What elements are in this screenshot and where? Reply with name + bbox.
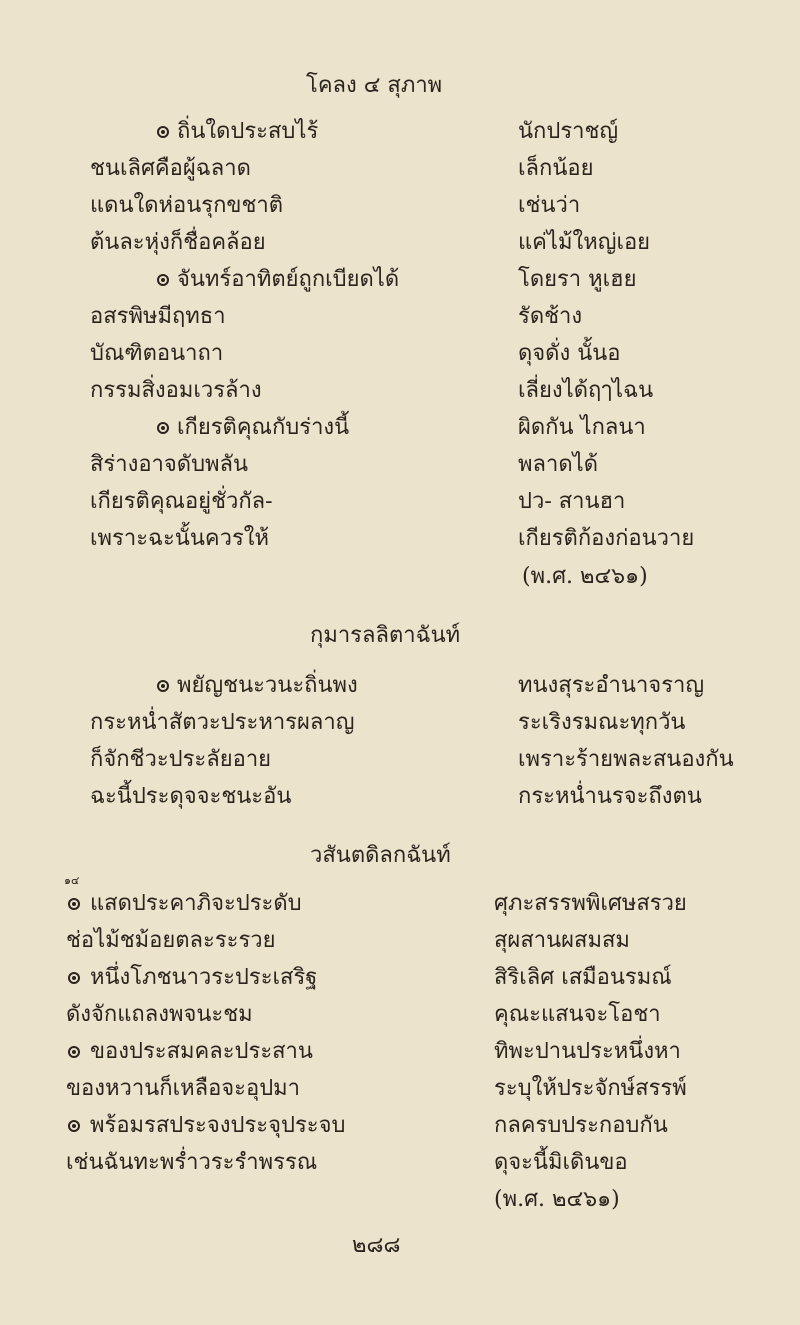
verse-left-line: เกียรติคุณอยู่ชั่วกัล- [90, 489, 273, 514]
verse-right-line: ผิดกัน ไกลนา [518, 415, 646, 440]
verse-right-line: ดุจะนี้มิเดินขอ [494, 1150, 628, 1175]
verse-right-line: เลี่ยงได้ฤๅไฉน [518, 378, 654, 403]
verse-left-line: ดังจักแถลงพจนะชม [66, 1002, 253, 1027]
margin-number: ๑๔ [64, 874, 80, 887]
verse-right-line: กลครบประกอบกัน [494, 1113, 668, 1138]
verse-left-line: บัณฑิตอนาถา [90, 341, 224, 366]
stanza-bullet-icon [68, 898, 80, 910]
verse-left-line: อสรพิษมีฤทธา [90, 304, 226, 329]
verse-left-line: ต้นละหุ่งก็ชื่อคล้อย [90, 230, 266, 255]
verse-left-line: เช่นฉันทะพร่ำวระรำพรรณ [66, 1150, 318, 1175]
verse-right-line: เกียรติก้องก่อนวาย [518, 526, 695, 551]
verse-left-line: ชนเลิศคือผู้ฉลาด [90, 156, 251, 181]
section-title-kumaralalita: กุมารลลิตาฉันท์ [310, 623, 461, 648]
verse-right-line: ทนงสุระอำนาจราญ [518, 673, 705, 698]
stanza-bullet-icon [68, 1120, 80, 1132]
verse-right-line: ระเริงรมณะทุกวัน [518, 710, 686, 735]
verse-right-line: ดุจดั่ง นั้นอ [518, 341, 621, 366]
verse-left-line: พยัญชนะวนะถิ่นพง [177, 673, 358, 698]
verse-right-line: แค่ไม้ใหญ่เอย [518, 230, 651, 255]
verse-left-line: พร้อมรสประจงประจุประจบ [90, 1113, 346, 1138]
verse-right-line: รัดช้าง [518, 304, 583, 329]
verse-right-line: กระหน่ำนรจะถึงตน [518, 784, 702, 809]
verse-left-line: เพราะฉะนั้นควรให้ [90, 526, 270, 551]
verse-left-line: ของหวานก็เหลือจะอุปมา [66, 1076, 301, 1101]
verse-left-line: ช่อไม้ชม้อยตละระรวย [66, 928, 276, 953]
verse-left-line: กรรมสิ่งอมเวรล้าง [90, 378, 262, 403]
verse-left-line: ถิ่นใดประสบไร้ [177, 119, 319, 144]
verse-right-line: สุผสานผสมสม [494, 928, 630, 953]
verse-right-line: สิริเลิศ เสมือนรมณ์ [494, 965, 672, 990]
stanza-bullet-icon [157, 126, 169, 138]
stanza-bullet-icon [157, 422, 169, 434]
verse-left-line: เกียรติคุณกับร่างนี้ [177, 415, 350, 440]
verse-right-line: พลาดได้ [518, 452, 598, 477]
verse-right-line: คุณะแสนจะโอชา [494, 1002, 661, 1027]
date-note: (พ.ศ. ๒๔๖๑) [522, 564, 648, 589]
verse-right-line: เล็กน้อย [518, 156, 594, 181]
verse-right-line: ระบุให้ประจักษ์สรรพ์ [494, 1076, 687, 1101]
verse-right-line: เช่นว่า [518, 193, 581, 218]
verse-left-line: หนึ่งโภชนาวระประเสริฐ [90, 965, 318, 990]
stanza-bullet-icon [157, 680, 169, 692]
verse-right-line: ทิพะปานประหนึ่งหา [494, 1039, 681, 1064]
verse-left-line: ก็จักชีวะประลัยอาย [90, 747, 272, 772]
verse-left-line: กระหน่ำสัตวะประหารผลาญ [90, 710, 355, 735]
verse-left-line: แดนใดห่อนรุกขชาติ [90, 193, 284, 218]
section-title-khlong: โคลง ๔ สุภาพ [306, 73, 443, 98]
verse-right-line: นักปราชญ์ [518, 119, 619, 144]
verse-right-line: โดยรา หูเฮย [518, 267, 637, 292]
date-note: (พ.ศ. ๒๔๖๑) [494, 1187, 620, 1212]
verse-left-line: สิร่างอาจดับพลัน [90, 452, 249, 477]
verse-right-line: ศุภะสรรพพิเศษสรวย [494, 891, 687, 916]
stanza-bullet-icon [68, 1046, 80, 1058]
stanza-bullet-icon [157, 274, 169, 286]
verse-left-line: แสดประคาภิจะประดับ [90, 891, 302, 916]
stanza-bullet-icon [68, 972, 80, 984]
verse-left-line: จันทร์อาทิตย์ถูกเบียดได้ [177, 267, 400, 292]
verse-right-line: ปว- สานฮา [518, 489, 626, 514]
page-number: ๒๘๘ [352, 1233, 401, 1258]
section-title-wasantadilok: วสันตดิลกฉันท์ [310, 843, 451, 868]
verse-left-line: ฉะนี้ประดุจจะชนะอัน [90, 784, 292, 809]
verse-right-line: เพราะร้ายพละสนองกัน [518, 747, 734, 772]
verse-left-line: ของประสมคละประสาน [90, 1039, 313, 1064]
